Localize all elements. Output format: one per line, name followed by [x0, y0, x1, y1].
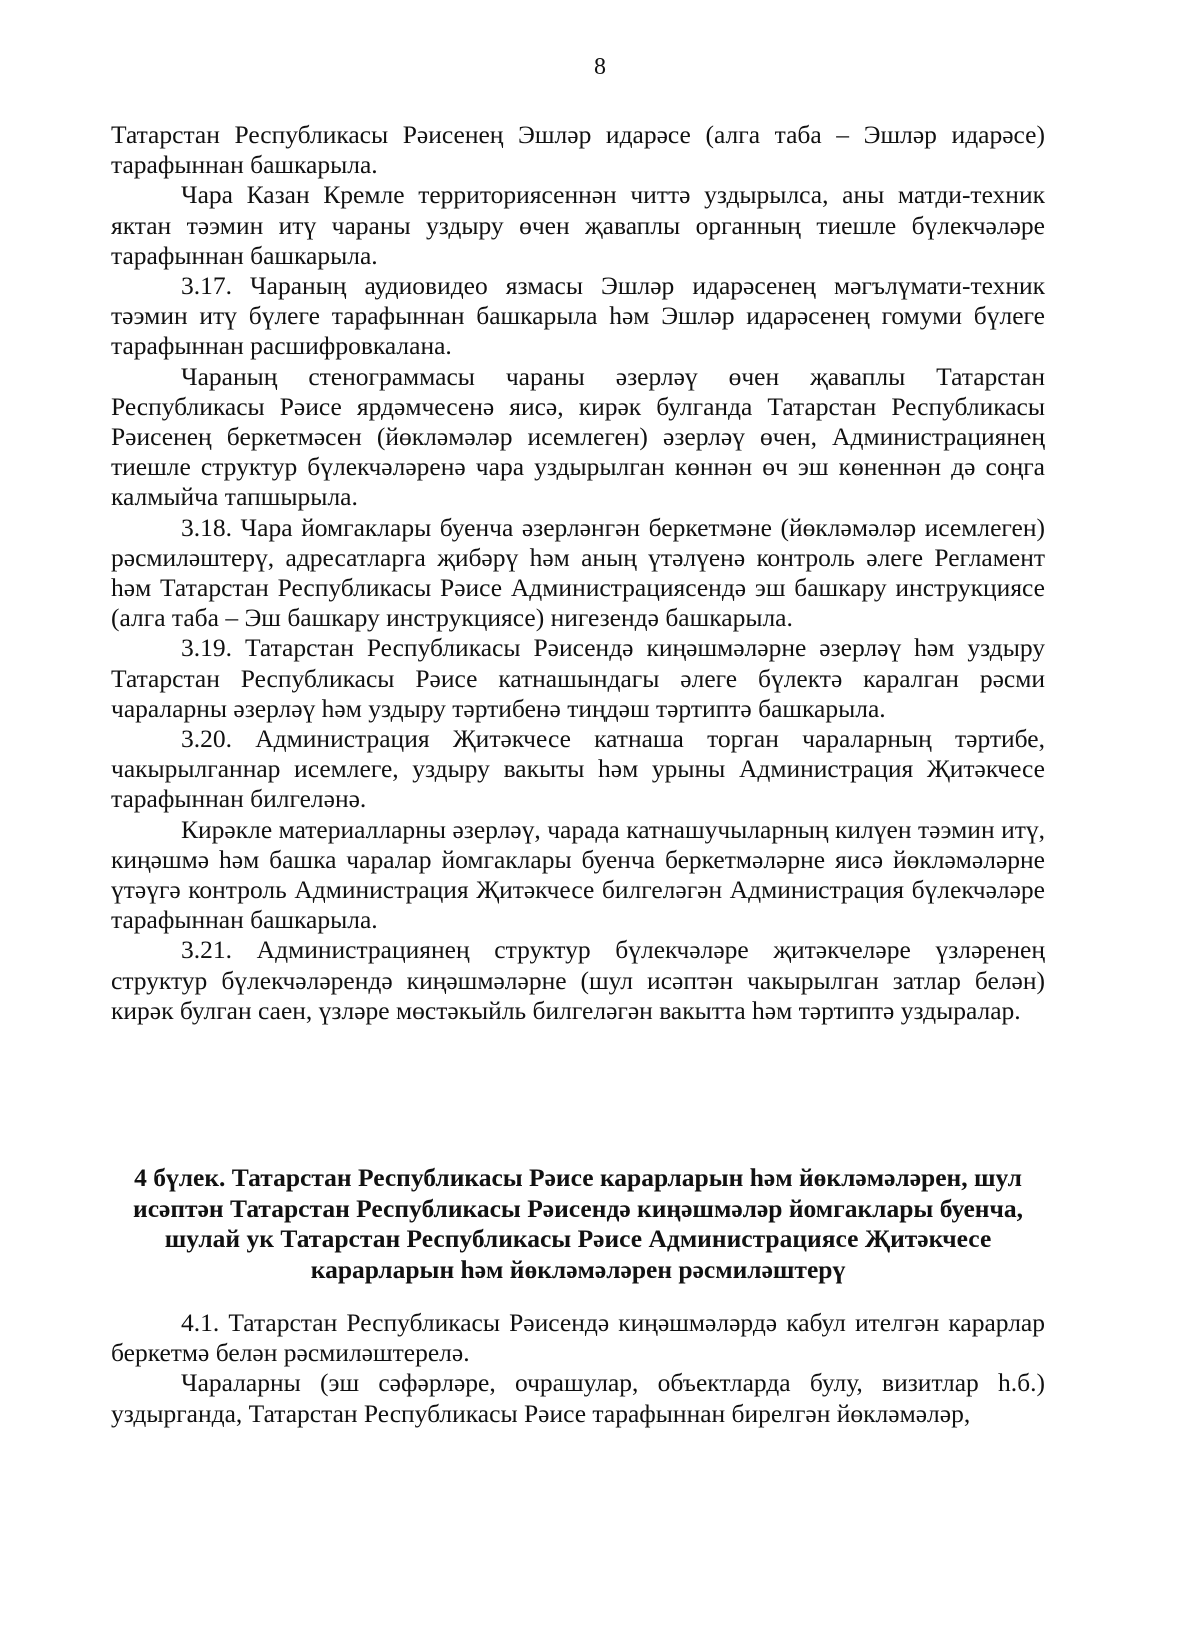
paragraph-3-18: 3.18. Чара йомгаклары буенча әзерләнгән беркетмәне (йөкләмәләр исемлеген) рәсмиләштерү, адресатларга җибәрү һәм аның үтәлүенә контроль әлеге Регламент һәм Татарстан Республикасы Рәисе Администрациясендә эш башкару инструкциясе (алга таба – Эш башкару инструкциясе) нигезендә башкарыла. [111, 512, 1045, 633]
paragraph-4-1: 4.1. Татарстан Республикасы Рәисендә киңәшмәләрдә кабул ителгән карарлар беркетмә белән рәсмиләштерелә. [111, 1308, 1045, 1368]
page-number: 8 [594, 54, 606, 80]
chapter-heading: 4 бүлек. Татарстан Республикасы Рәисе карарларын һәм йөкләмәләрен, шул исәптән Татарстан Республикасы Рәисендә киңәшмәләр йомгаклары буенча, шулай ук Татарстан Республикасы Рәисе Администрациясе Җитәкчесе карарларын һәм йөкләмәләрен рәсмиләштерү [133, 1163, 1023, 1284]
paragraph: Кирәкле материалларны әзерләү, чарада катнашучыларның килүен тәэмин итү, киңәшмә һәм башка чаралар йомгаклары буенча беркетмәләрне яисә йөкләмәләрне үтәүгә контроль Администрация Җитәкчесе билгеләгән Администрация бүлекчәләре тарафыннан башкарыла. [111, 814, 1045, 935]
paragraph-3-21: 3.21. Администрациянең структур бүлекчәләре җитәкчеләре үзләренең структур бүлекчәләрендә киңәшмәләрне (шул исәптән чакырылган затлар белән) кирәк булган саен, үзләре мөстәкыйль билгеләгән вакытта һәм тәртиптә уздыралар. [111, 935, 1045, 1025]
chapter-text [111, 1308, 1045, 1429]
paragraph-3-19: 3.19. Татарстан Республикасы Рәисендә киңәшмәләрне әзерләү һәм уздыру Татарстан Республикасы Рәисе катнашындагы әлеге бүлектә каралган рәсми чараларны әзерләү һәм уздыру тәртибенә тиңдәш тәртиптә башкарыла. [111, 633, 1045, 723]
paragraph: Чараларны (эш сәфәрләре, очрашулар, объектларда булу, визитлар һ.б.) уздырганда, Татарстан Республикасы Рәисе тарафыннан бирелгән йөкләмәләр, [111, 1368, 1045, 1428]
body-text [111, 120, 1045, 1026]
paragraph-3-20: 3.20. Администрация Җитәкчесе катнаша торган чараларның тәртибе, чакырылганнар исемлеге, уздыру вакыты һәм урыны Администрация Җитәкчесе тарафыннан билгеләнә. [111, 724, 1045, 814]
paragraph-3-17: 3.17. Чараның аудиовидео язмасы Эшләр идарәсенең мәгълүмати-техник тәэмин итү бүлеге тарафыннан башкарыла һәм Эшләр идарәсенең гомуми бүлеге тарафыннан расшифровкалана. [111, 271, 1045, 361]
paragraph: Татарстан Республикасы Рәисенең Эшләр идарәсе (алга таба – Эшләр идарәсе) тарафыннан башкарыла. [111, 120, 1045, 180]
paragraph: Чара Казан Кремле территориясеннән читтә уздырылса, аны матди-техник яктан тәэмин итү чараны уздыру өчен җаваплы органның тиешле бүлекчәләре тарафыннан башкарыла. [111, 180, 1045, 270]
paragraph: Чараның стенограммасы чараны әзерләү өчен җаваплы Татарстан Республикасы Рәисе ярдәмчесенә яисә, кирәк булганда Татарстан Республикасы Рәисенең беркетмәсен (йөкләмәләр исемлеген) әзерләү өчен, Администрациянең тиешле структур бүлекчәләренә чара уздырылган көннән өч эш көненнән дә соңга калмыйча тапшырыла. [111, 361, 1045, 512]
